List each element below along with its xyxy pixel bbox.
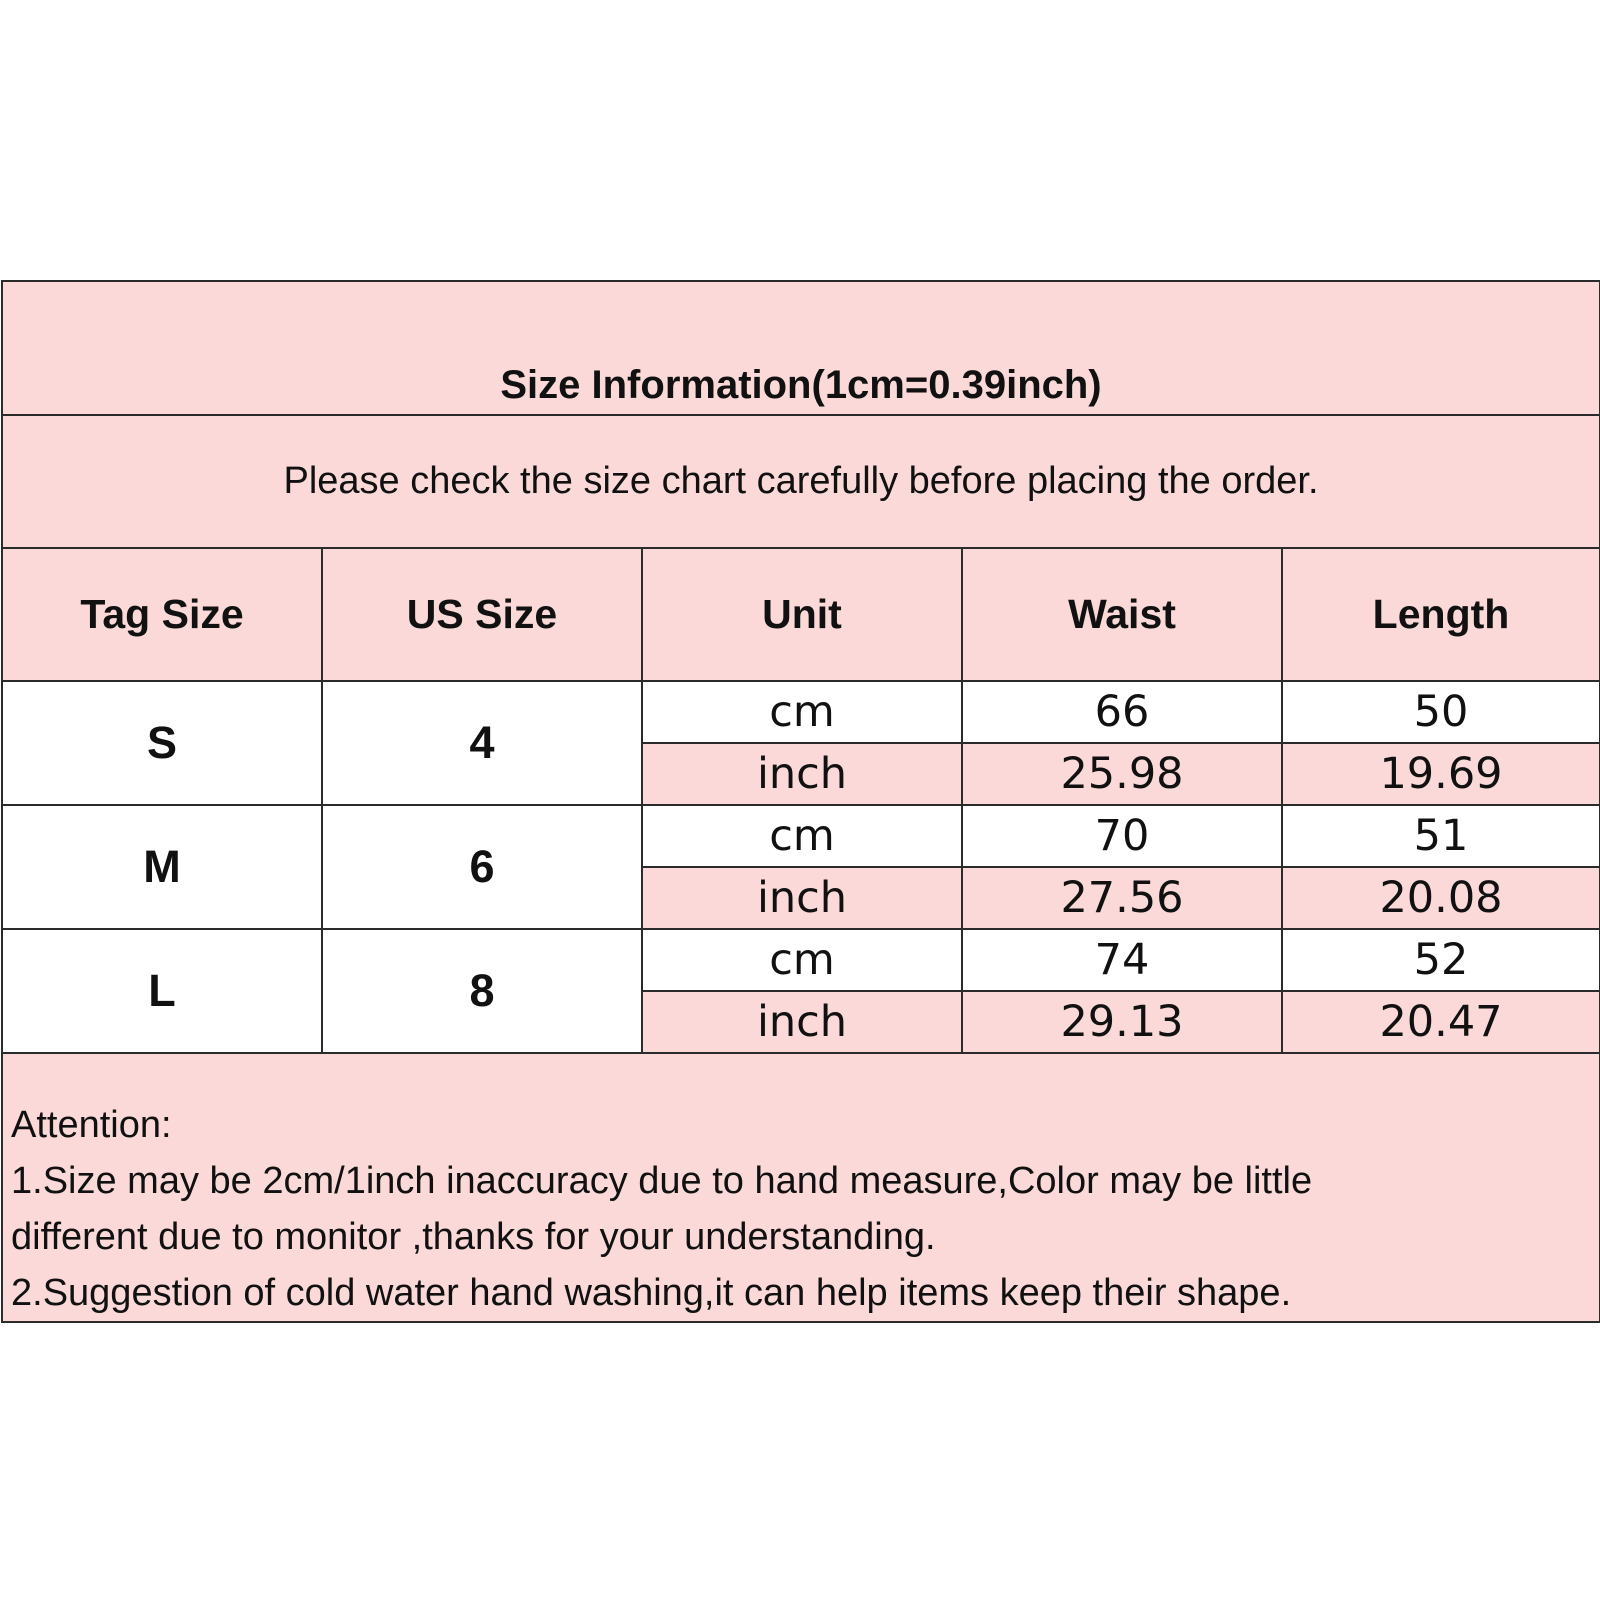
header-unit: Unit xyxy=(642,548,962,681)
us-size-cell: 4 xyxy=(322,681,642,805)
header-us-size: US Size xyxy=(322,548,642,681)
unit-cell: inch xyxy=(642,867,962,929)
length-cell: 19.69 xyxy=(1282,743,1600,805)
waist-cell: 27.56 xyxy=(962,867,1282,929)
tag-size-cell: L xyxy=(2,929,322,1053)
size-chart-table xyxy=(1,280,1600,1323)
waist-cell: 74 xyxy=(962,929,1282,991)
waist-cell: 29.13 xyxy=(962,991,1282,1053)
table-row xyxy=(2,681,1600,743)
unit-cell: cm xyxy=(642,681,962,743)
length-cell: 20.47 xyxy=(1282,991,1600,1053)
header-tag-size: Tag Size xyxy=(2,548,322,681)
us-size-cell: 6 xyxy=(322,805,642,929)
waist-cell: 25.98 xyxy=(962,743,1282,805)
length-cell: 20.08 xyxy=(1282,867,1600,929)
attention-line: 1.Size may be 2cm/1inch inaccuracy due to hand measure,Color may be little xyxy=(11,1160,1313,1202)
order-notice: Please check the size chart carefully before placing the order. xyxy=(2,415,1600,548)
length-cell: 50 xyxy=(1282,681,1600,743)
header-length: Length xyxy=(1282,548,1600,681)
attention-line: different due to monitor ,thanks for your understanding. xyxy=(11,1216,936,1258)
waist-cell: 66 xyxy=(962,681,1282,743)
attention-notes xyxy=(2,1053,1600,1322)
unit-cell: cm xyxy=(642,805,962,867)
unit-cell: inch xyxy=(642,991,962,1053)
length-cell: 51 xyxy=(1282,805,1600,867)
tag-size-cell: S xyxy=(2,681,322,805)
attention-heading: Attention: xyxy=(11,1104,172,1146)
table-row xyxy=(2,805,1600,867)
table-row xyxy=(2,929,1600,991)
tag-size-cell: M xyxy=(2,805,322,929)
table-title-cell xyxy=(2,281,1600,415)
header-waist: Waist xyxy=(962,548,1282,681)
unit-cell: cm xyxy=(642,929,962,991)
table-title: Size Information(1cm=0.39inch) xyxy=(500,363,1102,407)
waist-cell: 70 xyxy=(962,805,1282,867)
us-size-cell: 8 xyxy=(322,929,642,1053)
attention-line: 2.Suggestion of cold water hand washing,it can help items keep their shape. xyxy=(11,1272,1292,1314)
unit-cell: inch xyxy=(642,743,962,805)
length-cell: 52 xyxy=(1282,929,1600,991)
